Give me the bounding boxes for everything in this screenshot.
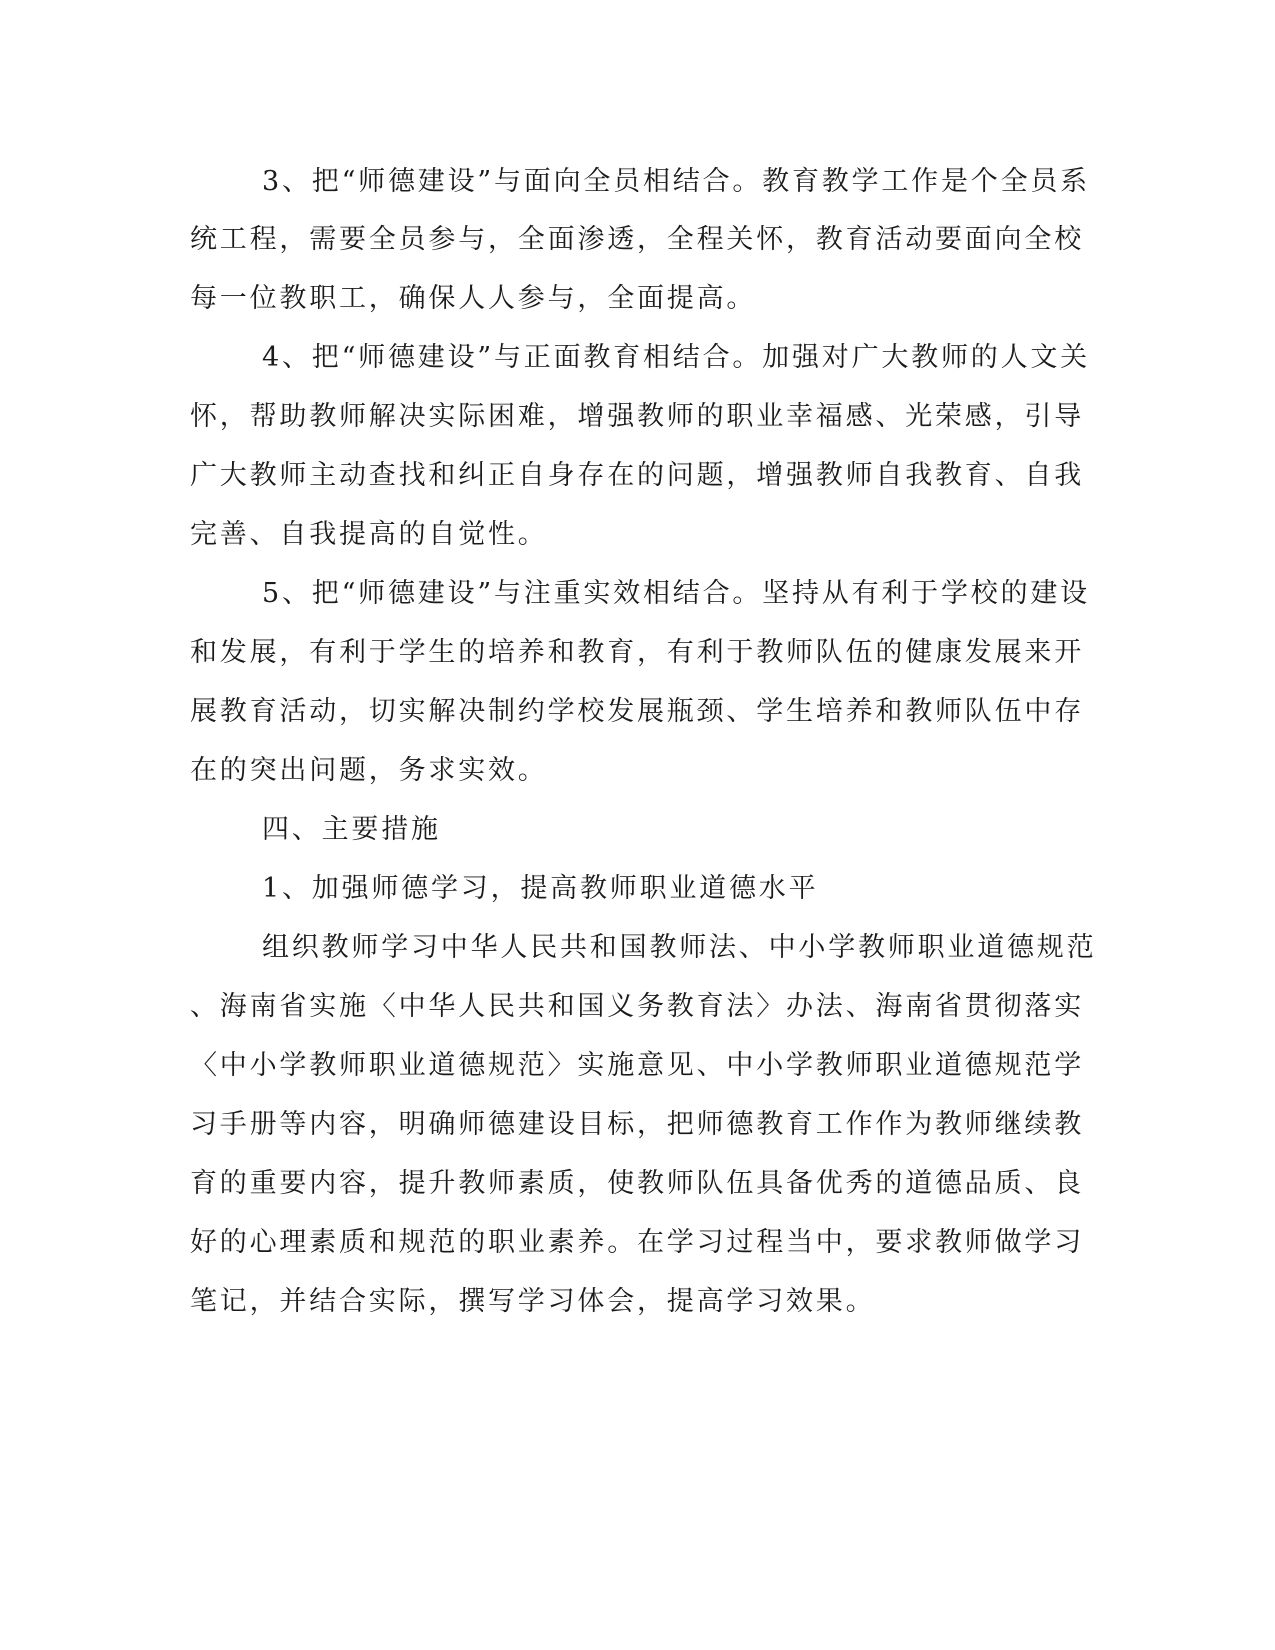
paragraph-study-line-7: 笔记，并结合实际，撰写学习体会，提高学习效果。 [190, 1286, 876, 1317]
paragraph-study-line-4: 习手册等内容，明确师德建设目标，把师德教育工作作为教师继续教 [190, 1109, 1084, 1140]
paragraph-study-line-2: 、海南省实施〈中华人民共和国义务教育法〉办法、海南省贯彻落实 [190, 991, 1084, 1022]
paragraph-4-line-3: 广大教师主动查找和纠正自身存在的问题，增强教师自我教育、自我 [190, 460, 1084, 491]
subsection-heading: 1、加强师德学习，提高教师职业道德水平 [262, 873, 819, 904]
paragraph-4-line-1: 4、把“师德建设”与正面教育相结合。加强对广大教师的人文关 [262, 342, 1090, 373]
paragraph-study-line-6: 好的心理素质和规范的职业素养。在学习过程当中，要求教师做学习 [190, 1227, 1084, 1258]
paragraph-4-line-2: 怀，帮助教师解决实际困难，增强教师的职业幸福感、光荣感，引导 [190, 401, 1084, 432]
paragraph-study-line-1: 组织教师学习中华人民共和国教师法、中小学教师职业道德规范 [262, 932, 1097, 963]
paragraph-4-line-4: 完善、自我提高的自觉性。 [190, 519, 548, 550]
paragraph-3-line-1: 3、把“师德建设”与面向全员相结合。教育教学工作是个全员系 [262, 166, 1090, 197]
paragraph-study-line-5: 育的重要内容，提升教师素质，使教师队伍具备优秀的道德品质、良 [190, 1168, 1084, 1199]
paragraph-5-line-3: 展教育活动，切实解决制约学校发展瓶颈、学生培养和教师队伍中存 [190, 696, 1084, 727]
paragraph-3-line-3: 每一位教职工，确保人人参与，全面提高。 [190, 283, 757, 314]
paragraph-study-line-3: 〈中小学教师职业道德规范〉实施意见、中小学教师职业道德规范学 [190, 1050, 1084, 1081]
paragraph-5-line-1: 5、把“师德建设”与注重实效相结合。坚持从有利于学校的建设 [262, 578, 1090, 609]
section-heading: 四、主要措施 [262, 814, 441, 845]
paragraph-5-line-4: 在的突出问题，务求实效。 [190, 755, 548, 786]
paragraph-5-line-2: 和发展，有利于学生的培养和教育，有利于教师队伍的健康发展来开 [190, 637, 1084, 668]
paragraph-3-line-2: 统工程，需要全员参与，全面渗透，全程关怀，教育活动要面向全校 [190, 224, 1084, 255]
